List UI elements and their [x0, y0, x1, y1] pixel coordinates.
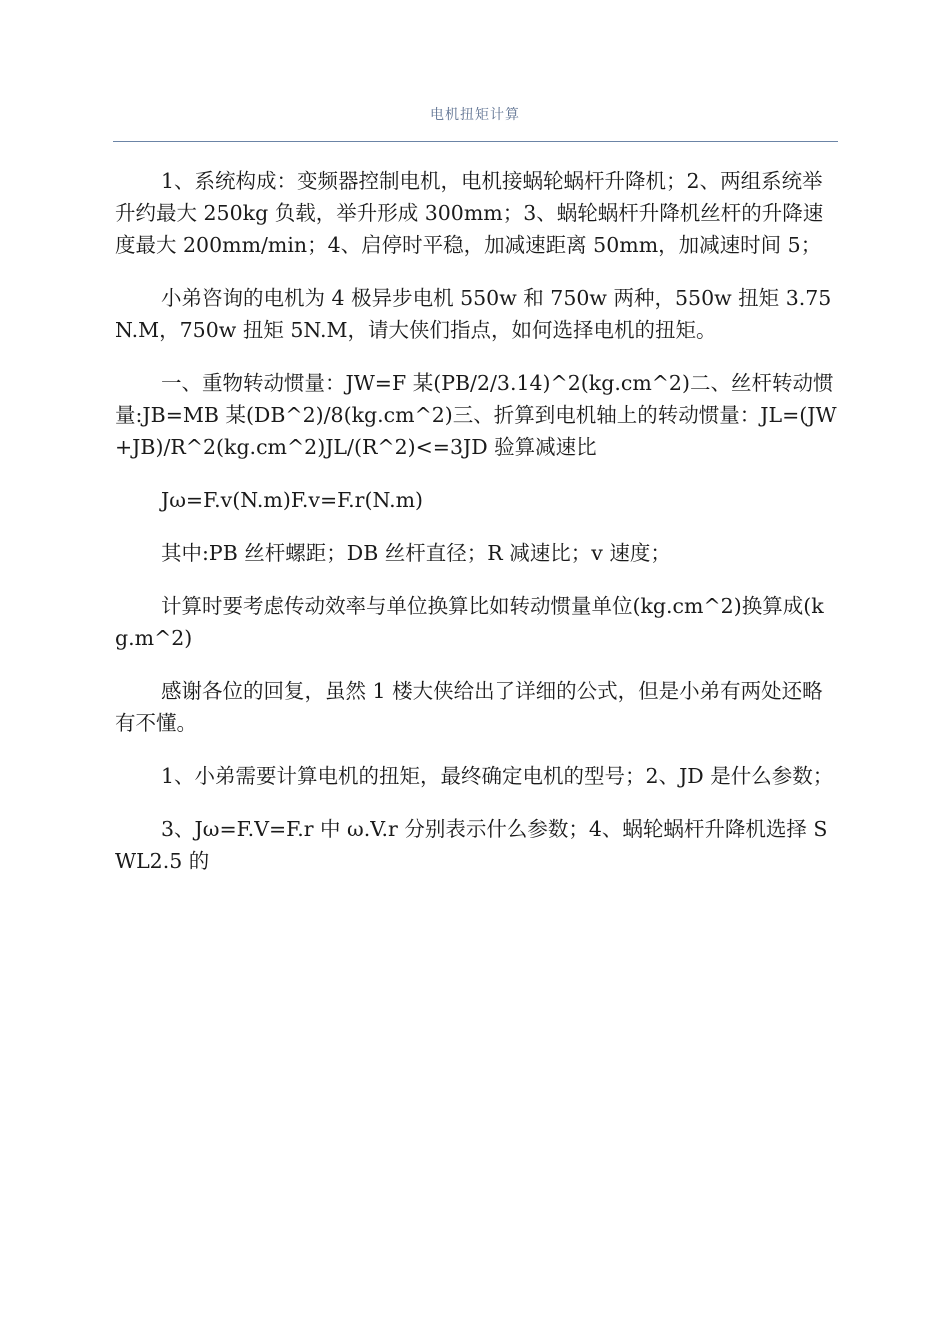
paragraph-inertia-formulas: 一、重物转动惯量：JW=F 某(PB/2/3.14)^2(kg.cm^2)二、丝杆转动惯量:JB=MB 某(DB^2)/8(kg.cm^2)三、折算到电机轴上的转动惯量：JL=(JW+JB)/R^2(kg.cm^2)JL/(R^2)<=3JD 验算减速比: [115, 371, 837, 459]
paragraph-symbol-legend: 其中:PB 丝杆螺距；DB 丝杆直径；R 减速比；v 速度；: [161, 541, 671, 565]
document-body: [115, 165, 837, 898]
paragraph-torque-formula: Jω=F.v(N.m)F.v=F.r(N.m): [161, 488, 424, 512]
paragraph-followup-1: 1、小弟需要计算电机的扭矩，最终确定电机的型号；2、JD 是什么参数；: [161, 764, 834, 788]
paragraph-system-setup: 1、系统构成：变频器控制电机，电机接蜗轮蜗杆升降机；2、两组系统举升约最大 250kg 负载，举升形成 300mm；3、蜗轮蜗杆升降机丝杆的升降速度最大 200mm/min；4、启停时平稳，加减速距离 50mm，加减速时间 5；: [115, 169, 824, 257]
header-divider: [113, 141, 838, 142]
paragraph-motor-question: 小弟咨询的电机为 4 极异步电机 550w 和 750w 两种，550w 扭矩 3.75N.M，750w 扭矩 5N.M，请大侠们指点，如何选择电机的扭矩。: [115, 286, 832, 342]
paragraph-thanks: 感谢各位的回复，虽然 1 楼大侠给出了详细的公式，但是小弟有两处还略有不懂。: [115, 679, 823, 735]
paragraph-followup-2: 3、Jω=F.V=F.r 中 ω.V.r 分别表示什么参数；4、蜗轮蜗杆升降机选择 SWL2.5 的: [115, 817, 828, 873]
paragraph-unit-conversion: 计算时要考虑传动效率与单位换算比如转动惯量单位(kg.cm^2)换算成(kg.m^2): [115, 594, 824, 650]
header-title: 电机扭矩计算: [430, 107, 520, 123]
